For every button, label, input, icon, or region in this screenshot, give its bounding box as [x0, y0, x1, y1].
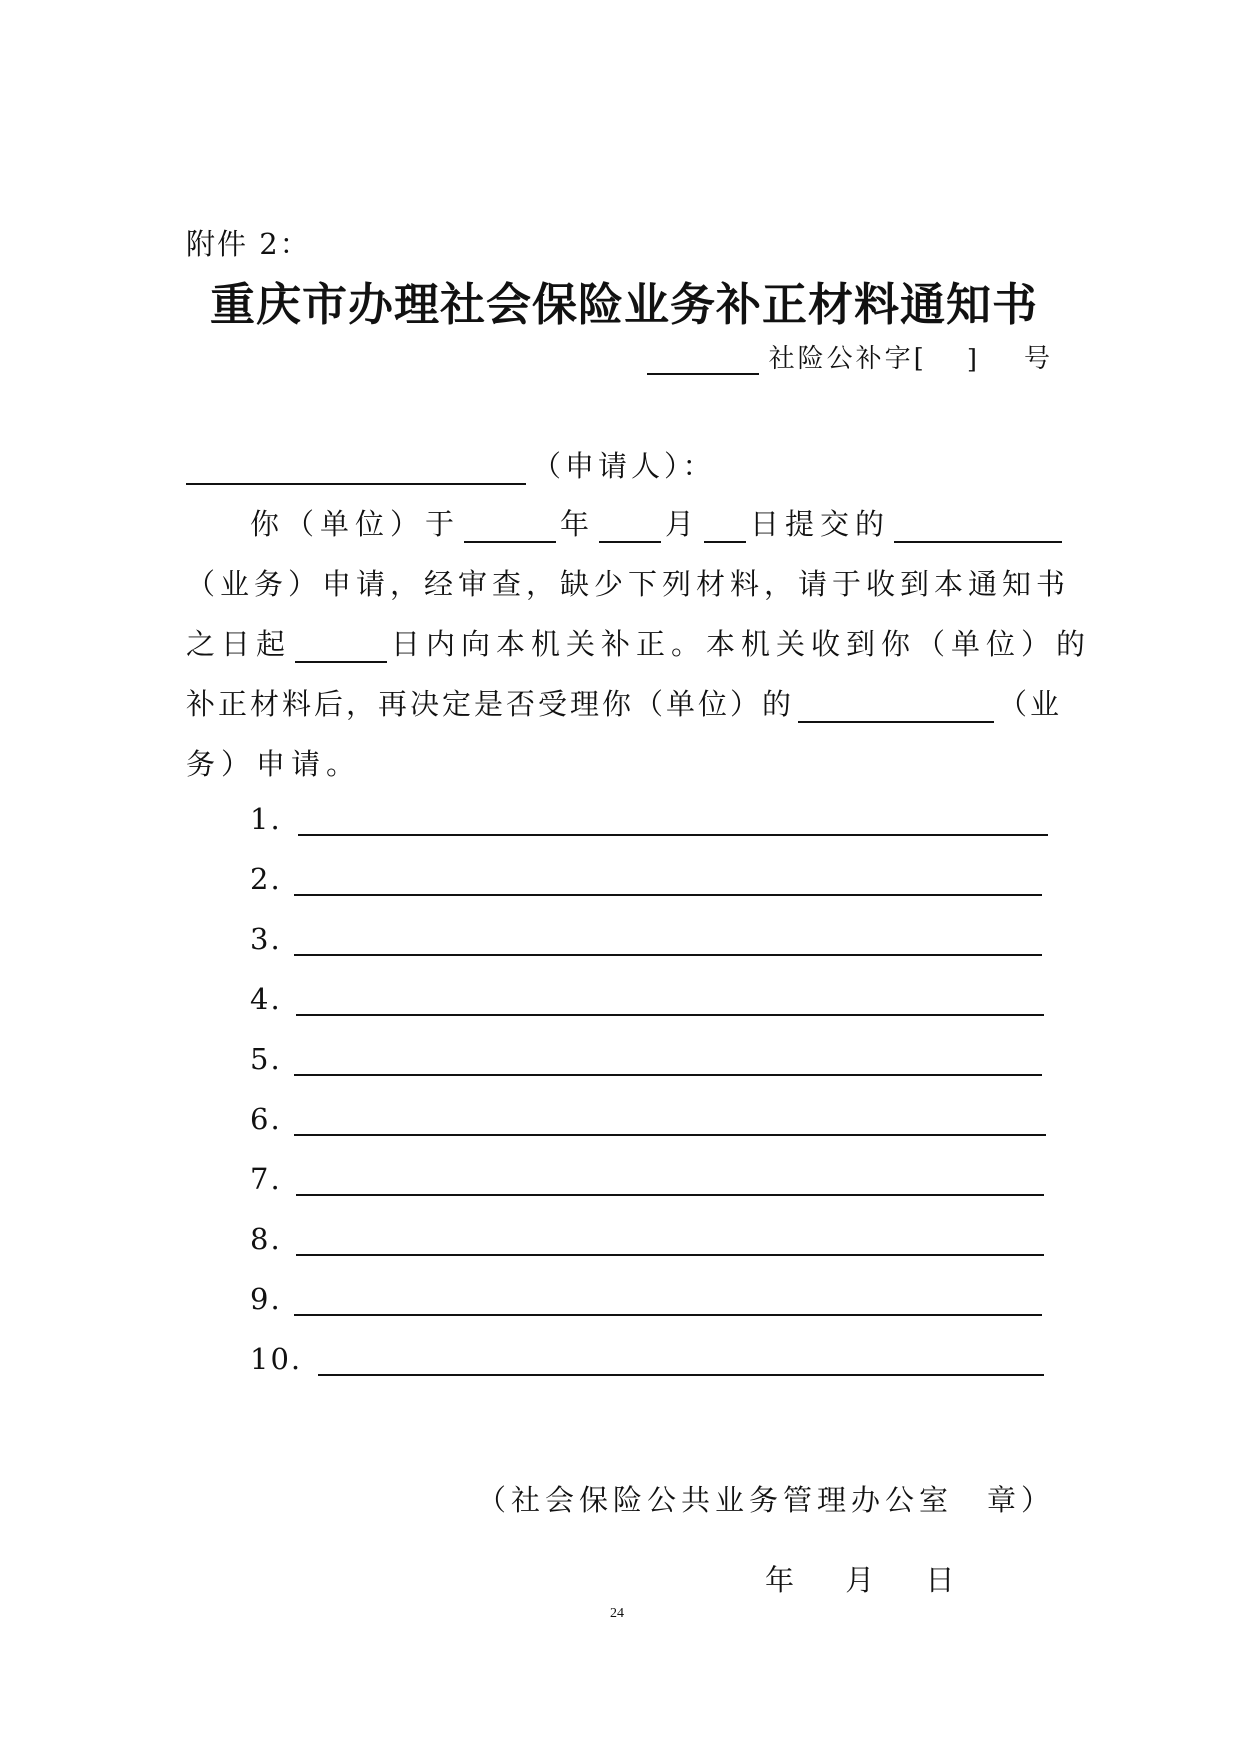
applicant-label: （申请人）： [532, 449, 716, 483]
date-year: 年 [765, 1563, 795, 1597]
material-item [250, 1282, 1042, 1316]
material-item [250, 922, 1042, 956]
text-segment: 之日起 [186, 627, 292, 661]
text-segment: 补正材料后，再决定是否受理你（单位）的 [186, 687, 795, 721]
date-day: 日 [925, 1563, 955, 1597]
paragraph-line-3 [186, 622, 1091, 663]
item-number: 10. [250, 1342, 303, 1376]
seal-text: （社会保险公共业务管理办公室 [476, 1483, 953, 1517]
item-blank[interactable] [294, 864, 1042, 896]
item-blank[interactable] [294, 924, 1042, 956]
item-number: 4. [250, 982, 282, 1016]
material-item [250, 802, 1048, 836]
attachment-label: 附件 2： [186, 227, 311, 261]
document-number [647, 338, 1053, 375]
material-item [250, 1342, 1044, 1376]
item-number: 1. [250, 802, 282, 836]
text-segment: 你（单位）于 [250, 507, 461, 541]
material-item [250, 1222, 1044, 1256]
item-blank[interactable] [298, 804, 1048, 836]
date-line [765, 1558, 996, 1599]
document-number-blank[interactable] [647, 343, 759, 375]
item-blank[interactable] [294, 1104, 1046, 1136]
item-number: 9. [250, 1282, 282, 1316]
item-number: 5. [250, 1042, 282, 1076]
item-blank[interactable] [294, 1044, 1042, 1076]
item-number: 8. [250, 1222, 282, 1256]
date-month: 月 [845, 1563, 875, 1597]
text-segment: 月 [665, 507, 701, 541]
applicant-blank[interactable] [186, 449, 526, 485]
seal-mark: 章） [986, 1483, 1055, 1517]
paragraph-line-5: 务）申请。 [186, 747, 362, 781]
business-blank-2[interactable] [798, 689, 994, 723]
item-blank[interactable] [296, 1164, 1044, 1196]
material-item [250, 1042, 1042, 1076]
item-blank[interactable] [318, 1344, 1044, 1376]
paragraph-line-1 [250, 502, 1066, 543]
document-number-label: 社险公补字[ [768, 344, 927, 374]
text-segment: 日内向本机关补正。本机关收到你（单位）的 [391, 627, 1092, 661]
document-title: 重庆市办理社会保险业务补正材料通知书 [210, 278, 1039, 331]
text-segment: （业 [998, 687, 1063, 721]
material-item [250, 982, 1044, 1016]
material-item [250, 1102, 1046, 1136]
days-blank[interactable] [295, 629, 387, 663]
item-blank[interactable] [296, 984, 1044, 1016]
business-blank[interactable] [894, 509, 1062, 543]
paragraph-line-4 [186, 682, 1062, 723]
text-segment: 年 [560, 507, 596, 541]
page-number: 24 [610, 1606, 624, 1621]
document-number-suffix: 号 [1023, 344, 1053, 374]
paragraph-line-2: （业务）申请，经审查，缺少下列材料，请于收到本通知书 [186, 567, 1071, 601]
month-blank[interactable] [599, 509, 661, 543]
applicant-line [186, 444, 716, 485]
item-blank[interactable] [294, 1284, 1042, 1316]
material-item [250, 862, 1042, 896]
item-number: 2. [250, 862, 282, 896]
item-number: 3. [250, 922, 282, 956]
material-item [250, 1162, 1044, 1196]
day-blank[interactable] [704, 509, 746, 543]
year-blank[interactable] [464, 509, 556, 543]
seal-line [477, 1478, 1055, 1519]
item-number: 6. [250, 1102, 282, 1136]
item-blank[interactable] [296, 1224, 1044, 1256]
text-segment: 日提交的 [750, 507, 891, 541]
document-number-bracket: ] [966, 345, 980, 375]
item-number: 7. [250, 1162, 282, 1196]
